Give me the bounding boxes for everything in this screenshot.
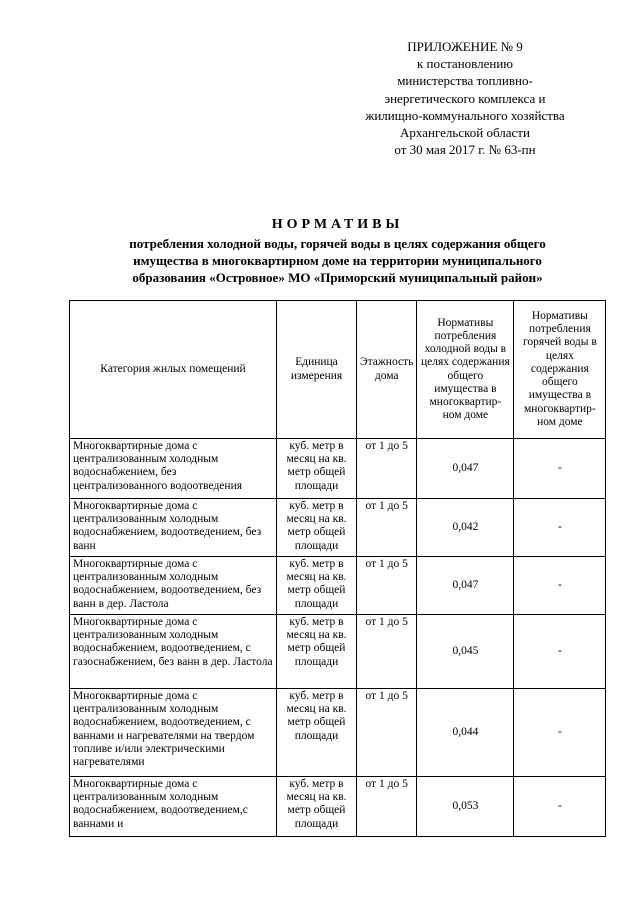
table-row — [70, 557, 606, 615]
row-hot-value: - — [514, 557, 606, 615]
row-floors: от 1 до 5 — [357, 689, 417, 777]
row-unit: куб. метр в месяц на кв. метр общей площади — [277, 557, 357, 615]
header-hot-water: Нормативы потребления горячей воды в целях содержания общего имущества в многоквартир-ном доме — [514, 301, 606, 439]
row-cold-value: 0,047 — [417, 557, 514, 615]
row-floors: от 1 до 5 — [357, 499, 417, 557]
heading-subtitle-line: имущества в многоквартирном доме на территории муниципального — [133, 253, 542, 268]
row-floors: от 1 до 5 — [357, 439, 417, 499]
row-hot-value: - — [514, 439, 606, 499]
header-category: Категория жилых помещений — [70, 301, 277, 439]
appendix-line: к постановлению — [416, 56, 514, 72]
heading-title: НОРМАТИВЫ — [271, 217, 404, 232]
row-cold-value: 0,044 — [417, 689, 514, 777]
row-unit: куб. метр в месяц на кв. метр общей площади — [277, 777, 357, 837]
document-heading — [60, 215, 615, 286]
appendix-line: жилищно-коммунального хозяйства — [365, 107, 565, 123]
row-cold-value: 0,053 — [417, 777, 514, 837]
appendix-line: министерства топливно- — [397, 73, 533, 89]
row-cold-value: 0,042 — [417, 499, 514, 557]
table-row — [70, 615, 606, 689]
row-cold-value: 0,045 — [417, 615, 514, 689]
appendix-date: от 30 мая 2017 г. № 63-пн — [394, 142, 536, 158]
header-cold-water: Нормативы потребления холодной воды в целях содержания общего имущества в многоквартир-ном доме — [417, 301, 514, 439]
row-unit: куб. метр в месяц на кв. метр общей площади — [277, 615, 357, 689]
row-floors: от 1 до 5 — [357, 777, 417, 837]
heading-subtitle-line: образования «Островное» МО «Приморский муниципальный район» — [132, 270, 543, 285]
row-unit: куб. метр в месяц на кв. метр общей площади — [277, 499, 357, 557]
row-category: Многоквартирные дома с централизованным холодным водоснабжением, водоотведением,с ваннами и — [70, 777, 277, 837]
row-floors: от 1 до 5 — [357, 557, 417, 615]
table-row — [70, 499, 606, 557]
row-hot-value: - — [514, 777, 606, 837]
table-row — [70, 777, 606, 837]
row-floors: от 1 до 5 — [357, 615, 417, 689]
row-category: Многоквартирные дома с централизованным холодным водоснабжением, водоотведением, без ванн в дер. Ластола — [70, 557, 277, 615]
row-category: Многоквартирные дома с централизованным холодным водоснабжением, без централизованного водоотведения — [70, 439, 277, 499]
table-row — [70, 689, 606, 777]
row-hot-value: - — [514, 499, 606, 557]
row-category: Многоквартирные дома с централизованным холодным водоснабжением, водоотведением, с ваннами и нагревателями на твердом топливе и/или электрическими нагревателями — [70, 689, 277, 777]
header-unit: Единица измерения — [277, 301, 357, 439]
row-category: Многоквартирные дома с централизованным холодным водоснабжением, водоотведением, без ванн — [70, 499, 277, 557]
row-unit: куб. метр в месяц на кв. метр общей площади — [277, 439, 357, 499]
row-hot-value: - — [514, 689, 606, 777]
norms-table — [69, 300, 606, 837]
heading-subtitle-line: потребления холодной воды, горячей воды в целях содержания общего — [129, 236, 546, 251]
row-unit: куб. метр в месяц на кв. метр общей площади — [277, 689, 357, 777]
table-row — [70, 439, 606, 499]
row-hot-value: - — [514, 615, 606, 689]
appendix-line: Архангельской области — [400, 125, 530, 141]
table-header-row — [70, 301, 606, 439]
header-floors: Этажность дома — [357, 301, 417, 439]
appendix-number: ПРИЛОЖЕНИЕ № 9 — [407, 39, 523, 54]
appendix-line: энергетического комплекса и — [384, 90, 546, 106]
row-cold-value: 0,047 — [417, 439, 514, 499]
appendix-block — [330, 38, 600, 158]
row-category: Многоквартирные дома с централизованным холодным водоснабжением, водоотведением, с газоснабжением, без ванн в дер. Ластола — [70, 615, 277, 689]
